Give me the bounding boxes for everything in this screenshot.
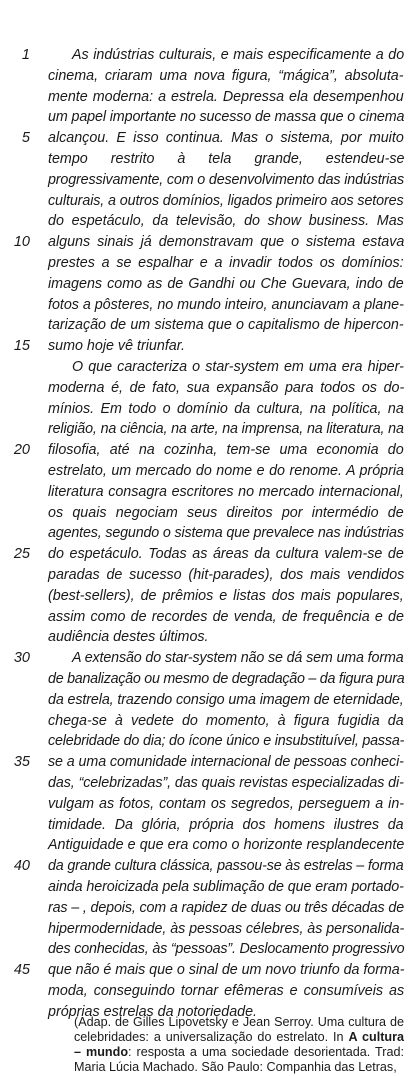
line-text: tarização de um sistema que o capitalismo de hipercon- (48, 317, 404, 334)
text-line (0, 647, 416, 669)
text-line (0, 439, 416, 461)
line-text: fotos a pôsteres, no mundo inteiro, anunciavam a plane- (48, 296, 404, 313)
line-text: alguns sinais já demonstravam que o sistema estava (48, 234, 405, 251)
text-line (0, 231, 416, 253)
line-number: 25 (13, 546, 30, 563)
line-number: 35 (13, 754, 30, 771)
line-number: 5 (21, 130, 30, 147)
text-line (0, 689, 416, 711)
line-text: culturais, a outros domínios, ligados primeiro aos setores (48, 192, 404, 209)
line-text: progressivamente, com o desenvolvimento das indústrias (48, 171, 404, 188)
text-line (0, 855, 416, 877)
text-line (0, 314, 416, 336)
text-line (0, 918, 416, 940)
line-number: 15 (13, 338, 30, 355)
line-text: O que caracteriza o star-system em uma era hiper- (72, 359, 404, 375)
text-line (0, 377, 416, 399)
text-line (0, 938, 416, 960)
text-line (0, 502, 416, 524)
line-text: os quais negociam seus direitos por intermédio de (48, 504, 404, 521)
line-text: do espetáculo, da televisão, do show business. Mas (48, 213, 404, 230)
text-line (0, 606, 416, 628)
text-line (0, 793, 416, 815)
line-text: imagens como as de Gandhi ou Che Guevara, indo de (48, 275, 404, 292)
line-text: mente moderna: a estrela. Depressa ela desempenhou (48, 88, 404, 105)
text-line (0, 814, 416, 836)
text-line (0, 564, 416, 586)
text-line (0, 294, 416, 316)
text-line (0, 44, 416, 66)
line-text: alcançou. E isso continua. Mas o sistema, por muito (48, 130, 404, 147)
line-number: 1 (21, 47, 30, 63)
line-number: 30 (13, 650, 30, 667)
source-citation (74, 1015, 404, 1075)
text-line (0, 356, 416, 378)
line-text: que não é mais que o sinal de um novo triunfo da forma- (48, 962, 405, 979)
text-line (0, 668, 416, 690)
line-text: hipermodernidade, às pessoas célebres, às personalida- (48, 920, 405, 937)
line-text: de banalização ou mesmo de degradação – da figura pura (48, 671, 405, 687)
text-line (0, 897, 416, 919)
text-line (0, 751, 416, 773)
line-text: próprias estrelas da notoriedade. (48, 1003, 258, 1020)
text-line (0, 418, 416, 440)
line-text: assim como de recordes de venda, de frequência e de (48, 608, 404, 625)
citation-book-title: A cultura – mundo (74, 1030, 404, 1059)
line-text: mínios. Em todo o domínio da cultura, na política, na (48, 400, 404, 417)
line-number: 40 (13, 858, 30, 875)
line-text: audiência destes últimos. (48, 629, 209, 646)
line-text: prestes a se espalhar e a invadir todos os domínios: (48, 255, 404, 271)
line-text: moda, conseguindo tornar efêmeras e consumíveis as (48, 983, 405, 999)
line-text: chega-se à vedete do momento, à figura fugidia da (48, 712, 404, 729)
line-text: da estrela, trazendo consigo uma imagem de eternidade, (48, 691, 404, 708)
text-line (0, 876, 416, 898)
text-line (0, 585, 416, 607)
text-line (0, 772, 416, 794)
line-text: A extensão do star-system não se dá sem uma forma (72, 650, 404, 667)
text-line (0, 106, 416, 128)
text-line (0, 834, 416, 856)
line-text: literatura consagra escritores no mercado internacional, (48, 483, 404, 500)
text-line (0, 959, 416, 981)
text-line (0, 481, 416, 503)
text-line (0, 543, 416, 565)
line-text: filosofia, até na cozinha, tem-se uma economia do (48, 442, 404, 459)
text-line (0, 169, 416, 191)
line-text: celebridade do dia; do ícone único e insubstituível, passa- (48, 733, 405, 750)
line-text: um papel importante no sucesso de massa que o cinema (48, 109, 405, 126)
line-text: se a uma comunidade internacional de pessoas conheci- (48, 754, 404, 771)
text-line (0, 190, 416, 212)
text-line (0, 127, 416, 149)
text-line (0, 86, 416, 108)
text-line (0, 65, 416, 87)
text-line (0, 398, 416, 420)
text-line (0, 252, 416, 274)
line-text: (best-sellers), de prêmios e listas dos mais populares, (48, 587, 404, 604)
line-text: cinema, criaram uma nova figura, “mágica”, absoluta- (48, 67, 404, 84)
line-number: 45 (13, 962, 30, 979)
line-text: da grande cultura clássica, passou-se às estrelas – forma (48, 858, 404, 875)
line-text: do espetáculo. Todas as áreas da cultura valem-se de (48, 546, 404, 563)
text-line (0, 980, 416, 1002)
line-text: vulgam as fotos, contam os segredos, perseguem a in- (48, 795, 405, 812)
line-text: ras – , depois, com a rapidez de duas ou três décadas de (48, 899, 404, 916)
citation-text-2: : resposta a uma sociedade desorientada. Trad: Maria Lúcia Machado. São Paulo: Companhia das Letras, (74, 1045, 404, 1074)
line-text: religião, na ciência, na arte, na imprensa, na literatura, na (48, 421, 404, 438)
line-text: des conhecidas, às “pessoas”. Deslocamento progressivo (48, 941, 405, 958)
line-text: timidade. Da glória, própria dos homens ilustres da (48, 816, 404, 833)
line-text: tempo restrito à tela grande, estendeu-se (48, 151, 405, 167)
line-text: As indústrias culturais, e mais especificamente a do (72, 47, 405, 63)
line-text: paradas de sucesso (hit-parades), dos mais vendidos (48, 567, 405, 583)
line-text: agentes, segundo o sistema que prevalece nas indústrias (48, 525, 404, 542)
line-text: Antiguidade e que era como o horizonte resplandecente (48, 837, 405, 854)
text-line (0, 730, 416, 752)
text-line (0, 460, 416, 482)
line-number: 20 (13, 442, 30, 459)
citation-text-1: (Adap. de Gilles Lipovetsky e Jean Serroy. Uma cultura de celebridades: a universalização do estrelato. In (74, 1015, 404, 1044)
text-line (0, 710, 416, 732)
text-line (0, 335, 416, 357)
text-line (0, 273, 416, 295)
line-text: ainda heroicizada pela sublimação de que eram portado- (48, 879, 404, 895)
line-text: estrelato, um mercado do nome e do renome. A própria (48, 463, 404, 479)
line-text: moderna é, de fato, sua expansão para todos os do- (48, 379, 405, 396)
text-line (0, 522, 416, 544)
line-number: 10 (13, 234, 30, 251)
line-text: das, “celebrizadas”, das quais revistas especializadas di- (48, 775, 404, 791)
text-line (0, 148, 416, 170)
text-line (0, 210, 416, 232)
line-text: sumo hoje vê triunfar. (48, 338, 185, 355)
text-line (0, 626, 416, 648)
